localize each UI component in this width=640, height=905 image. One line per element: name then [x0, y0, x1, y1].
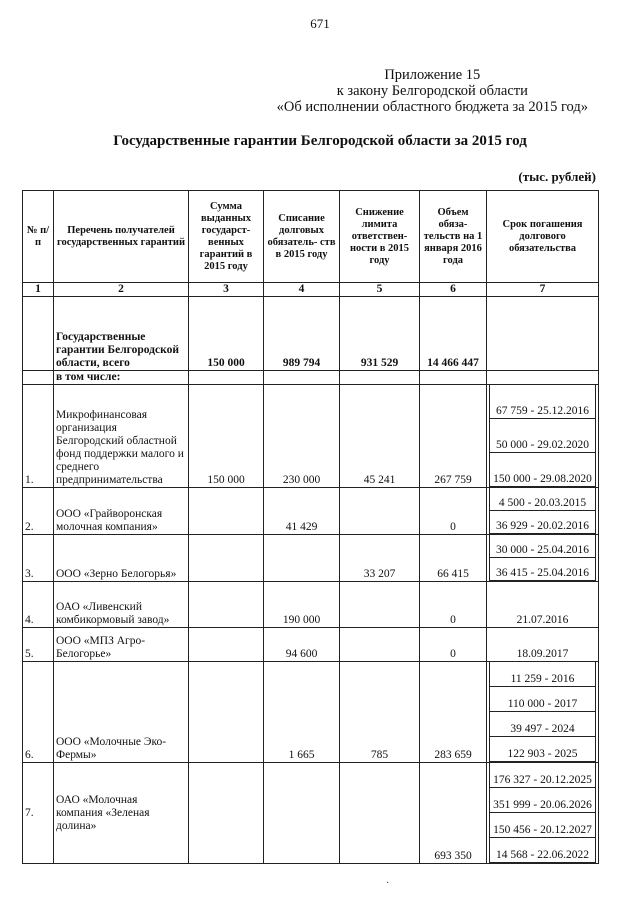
term-entry: 36 415 - 25.04.2016 [490, 558, 596, 581]
issued-amount [189, 535, 264, 582]
term-entry: 122 903 - 2025 [490, 737, 596, 762]
column-number-row [23, 283, 599, 297]
issued-amount [189, 488, 264, 535]
repayment-terms [487, 662, 599, 763]
header-term: Срок погашения долгового обязательства [487, 191, 599, 283]
header-volume: Объем обяза- тельств на 1 января 2016 года [420, 191, 487, 283]
term-entry: 67 759 - 25.12.2016 [490, 385, 596, 419]
col-number: 6 [420, 283, 487, 297]
subtotal-label-row [23, 371, 599, 385]
header-row [23, 191, 599, 283]
term-entry: 176 327 - 20.12.2025 [490, 763, 596, 788]
issued-amount: 150 000 [189, 385, 264, 488]
volume-amount: 693 350 [420, 763, 487, 864]
col-number: 2 [54, 283, 189, 297]
written-off-amount: 1 665 [264, 662, 340, 763]
repayment-terms [487, 488, 599, 535]
total-volume: 14 466 447 [420, 297, 487, 371]
row-number: 3. [23, 535, 54, 582]
table-row [23, 662, 599, 763]
total-written-off: 989 794 [264, 297, 340, 371]
row-number: 4. [23, 582, 54, 628]
header-issued: Сумма выданных государст- венных гарантий в 2015 году [189, 191, 264, 283]
recipient-name: ОАО «Молочная компания «Зеленая долина» [54, 763, 189, 864]
repayment-terms [487, 535, 599, 582]
limit-reduction-amount: 785 [340, 662, 420, 763]
written-off-amount: 230 000 [264, 385, 340, 488]
limit-reduction-amount [340, 763, 420, 864]
table-row [23, 488, 599, 535]
limit-reduction-amount: 33 207 [340, 535, 420, 582]
appendix-line-2: к закону Белгородской области [336, 83, 528, 99]
volume-amount: 0 [420, 628, 487, 662]
row-number: 2. [23, 488, 54, 535]
term-entry: 11 259 - 2016 [490, 662, 596, 687]
guarantees-table [22, 190, 599, 864]
term-entry: 30 000 - 25.04.2016 [490, 535, 596, 558]
header-written-off: Списание долговых обязатель- ств в 2015 году [264, 191, 340, 283]
total-issued: 150 000 [189, 297, 264, 371]
recipient-name: ООО «МПЗ Агро-Белогорье» [54, 628, 189, 662]
limit-reduction-amount [340, 488, 420, 535]
units-label: (тыс. рублей) [518, 169, 596, 184]
appendix-line-1: Приложение 15 [384, 67, 481, 83]
volume-amount: 0 [420, 488, 487, 535]
table-row [23, 535, 599, 582]
table-row [23, 385, 599, 488]
appendix-line-3: «Об исполнении областного бюджета за 2015 год» [276, 99, 588, 115]
col-number: 3 [189, 283, 264, 297]
volume-amount: 267 759 [420, 385, 487, 488]
header-num: № п/п [23, 191, 54, 283]
term-entry: 18.09.2017 [487, 628, 599, 662]
written-off-amount: 94 600 [264, 628, 340, 662]
table-row [23, 763, 599, 864]
term-entry: 50 000 - 29.02.2020 [490, 419, 596, 453]
term-entry: 4 500 - 20.03.2015 [490, 488, 596, 511]
total-limit-reduction: 931 529 [340, 297, 420, 371]
header-recipients: Перечень получателей государственных гарантий [54, 191, 189, 283]
in-that-number-label: в том числе: [54, 371, 189, 385]
limit-reduction-amount [340, 582, 420, 628]
row-number: 1. [23, 385, 54, 488]
issued-amount [189, 582, 264, 628]
recipient-name: ООО «Грайворонская молочная компания» [54, 488, 189, 535]
written-off-amount: 41 429 [264, 488, 340, 535]
limit-reduction-amount [340, 628, 420, 662]
term-entry: 36 929 - 20.02.2016 [490, 511, 596, 534]
appendix-header [277, 67, 588, 115]
header-limit-reduction: Снижение лимита ответствен- ности в 2015 году [340, 191, 420, 283]
table-row [23, 582, 599, 628]
total-row [23, 297, 599, 371]
term-entry: 21.07.2016 [487, 582, 599, 628]
written-off-amount: 190 000 [264, 582, 340, 628]
term-entry: 150 456 - 20.12.2027 [490, 813, 596, 838]
row-number: 5. [23, 628, 54, 662]
issued-amount [189, 662, 264, 763]
row-number: 7. [23, 763, 54, 864]
written-off-amount [264, 763, 340, 864]
limit-reduction-amount: 45 241 [340, 385, 420, 488]
volume-amount: 0 [420, 582, 487, 628]
recipient-name: Микрофинансовая организация Белгородский областной фонд поддержки малого и среднего предпринимательства [54, 385, 189, 488]
issued-amount [189, 628, 264, 662]
recipient-name: ООО «Зерно Белогорья» [54, 535, 189, 582]
col-number: 1 [23, 283, 54, 297]
total-label: Государственные гарантии Белгородской области, всего [54, 297, 189, 371]
recipient-name: ОАО «Ливенский комбикормовый завод» [54, 582, 189, 628]
term-entry: 150 000 - 29.08.2020 [490, 453, 596, 487]
col-number: 4 [264, 283, 340, 297]
term-entry: 110 000 - 2017 [490, 687, 596, 712]
repayment-terms [487, 385, 599, 488]
table-row [23, 628, 599, 662]
volume-amount: 283 659 [420, 662, 487, 763]
recipient-name: ООО «Молочные Эко-Фермы» [54, 662, 189, 763]
document-title: Государственные гарантии Белгородской области за 2015 год [113, 133, 527, 149]
col-number: 7 [487, 283, 599, 297]
repayment-terms [487, 763, 599, 864]
scan-speck: · [386, 878, 390, 889]
written-off-amount [264, 535, 340, 582]
term-entry: 39 497 - 2024 [490, 712, 596, 737]
col-number: 5 [340, 283, 420, 297]
term-entry: 351 999 - 20.06.2026 [490, 788, 596, 813]
page-number: 671 [310, 16, 330, 31]
issued-amount [189, 763, 264, 864]
term-entry: 14 568 - 22.06.2022 [490, 838, 596, 863]
row-number: 6. [23, 662, 54, 763]
volume-amount: 66 415 [420, 535, 487, 582]
